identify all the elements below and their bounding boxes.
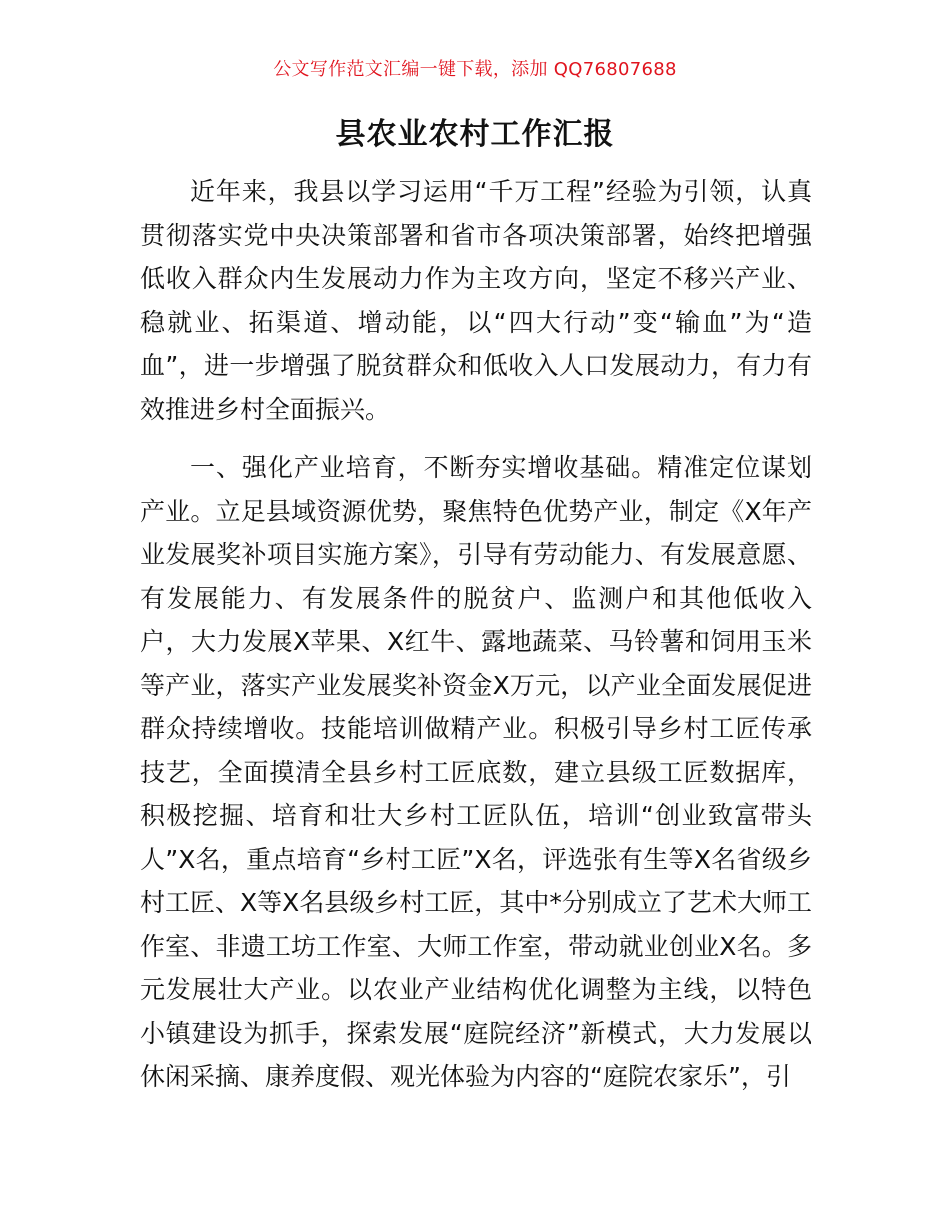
body-paragraph-section-1: 一、强化产业培育，不断夯实增收基础。精准定位谋划产业。立足县域资源优势，聚焦特色优势产业，制定《X年产业发展奖补项目实施方案》，引导有劳动能力、有发展意愿、有发展能力、有发展条件的脱贫户、监测户和其他低收入户，大力发展X苹果、X红牛、露地蔬菜、马铃薯和饲用玉米等产业，落实产业发展奖补资金X万元，以产业全面发展促进群众持续增收。技能培训做精产业。积极引导乡村工匠传承技艺，全面摸清全县乡村工匠底数，建立县级工匠数据库，积极挖掘、培育和壮大乡村工匠队伍，培训“创业致富带头人”X名，重点培育“乡村工匠”X名，评选张有生等X名省级乡村工匠、X等X名县级乡村工匠，其中*分别成立了艺术大师工作室、非遗工坊工作室、大师工作室，带动就业创业X名。多元发展壮大产业。以农业产业结构优化调整为主线，以特色小镇建设为抓手，探索发展“庭院经济”新模式，大力发展以休闲采摘、康养度假、观光体验为内容的“庭院农家乐”，引 bbox=[140, 453, 812, 1091]
download-banner: 公文写作范文汇编一键下载，添加 QQ76807688 bbox=[273, 59, 677, 80]
document-body bbox=[140, 170, 812, 1099]
document-title: 县农业农村工作汇报 bbox=[335, 117, 615, 152]
body-paragraph-intro: 近年来，我县以学习运用“千万工程”经验为引领，认真贯彻落实党中央决策部署和省市各项决策部署，始终把增强低收入群众内生发展动力作为主攻方向，坚定不移兴产业、稳就业、拓渠道、增动能，以“四大行动”变“输血”为“造血”，进一步增强了脱贫群众和低收入人口发展动力，有力有效推进乡村全面振兴。 bbox=[140, 177, 812, 424]
